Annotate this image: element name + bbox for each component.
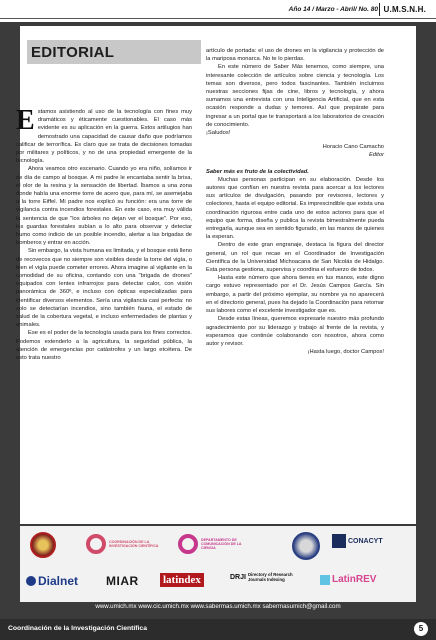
right-column — [206, 47, 384, 356]
paragraph-1: Estamos asistiendo al uso de la tecnología con fines muy dramáticos y éticamente cuestionables. El caso más evidente es su aplicación en la guerra. Estos artilugios han demostrado una capacidad de causar daño que podríamos calificar de terrorífica. Es claro que se trata de decisiones tomadas por militares y políticos, y no de una propiedad emergente de la tecnología. — [16, 105, 192, 165]
paragraph-3: Sin embargo, la vista humana es limitada, y el bosque está lleno de recovecos que no siempre son visibles desde la torre del vigía, o bien el vigía puede cometer errores. Ahora imagine al vigilante en la comodidad de su oficina, contando con una "brigada de drones" equipados con lentes infrarrojos para detectar calor, con visión panorámica de 360º, e incluso con ópticas especializadas para identificar diversos elementos. Sería una vigilancia casi perfecta: no solo se detectarían incendios, sino también fauna, el estado de salud de la cobertura vegetal, e incluso enfermedades de plantas y animales. — [16, 248, 192, 329]
issue-label: Año 14 / Marzo - Abril/ No. 80 — [288, 6, 378, 13]
closing-line: ¡Hasta luego, doctor Campos! — [307, 349, 384, 356]
dialnet-logo: Dialnet — [26, 574, 78, 588]
header-divider — [379, 3, 380, 16]
conacyt-icon — [332, 534, 346, 548]
header-rule — [0, 18, 436, 19]
drop-cap: E — [16, 105, 35, 136]
subheading: Saber más es fruto de la colectividad. — [206, 168, 309, 175]
footer-title: Coordinación de la Investigación Científica — [8, 625, 147, 632]
page-footer — [0, 619, 436, 640]
signature-name: Horacio Cano Camacho — [322, 144, 384, 151]
paragraph-4: Ese es el poder de la tecnología usada para los fines correctos. Podemos extenderlo a la agricultura, la seguridad pública, la atención de emergencias por catástrofes y un largo etcétera. De esto trata nuestro — [16, 330, 192, 362]
seal-icon — [292, 532, 320, 560]
left-column — [16, 105, 192, 362]
conacyt-logo: CONACYT — [332, 534, 383, 548]
page-header — [0, 0, 436, 22]
umich-seal-icon — [30, 532, 56, 558]
ring-icon — [178, 534, 198, 554]
drji-logo: DRJI Directory of Research Journals Indexing — [230, 572, 293, 582]
dialnet-icon — [26, 576, 36, 586]
latinrev-logo: LatinREV — [320, 574, 376, 585]
ring-icon — [86, 534, 106, 554]
greeting: ¡Saludos! — [206, 130, 231, 137]
paragraph-9: Hasta este número que ahora tienes en tus manos, este digno cargo estuvo representado por el Dr. Jesús Campos García. Sin embargo, a partir del próximo ejemplar, su nombre ya no aparecerá en el directorio general, pues ha dejado la Coordinación para retomar sus labores como el excelente investigador que es. — [206, 275, 384, 315]
page-number: 5 — [414, 622, 428, 636]
institution-label: U.M.S.N.H. — [383, 5, 426, 14]
paragraph-10: Desde estas líneas, queremos expresarle nuestro más profundo agradecimiento por su liderazgo y trabajo al frente de la revista, y esperamos que continúe colaborando con nosotros, ahora como autor y revisor. — [206, 316, 384, 347]
section-title: EDITORIAL — [27, 40, 201, 64]
paragraph-2: Ahora veamos otro escenario. Cuando yo era niño, solíamos ir de día de campo al bosque. A mi padre le encantaba sentir la brisa, el olor de la resina y la sensación de libertad. Íbamos a una zona donde había una enorme torre de acero que, para mí, se asemejaba a la torre Eiffel. Mi padre nos explicó su función: era una torre de vigilancia contra incendios forestales. En este caso, era muy válida la sentencia de que "los árboles no dejan ver el bosque". Por eso, los guardas forestales subían a lo alto para observar y detectar humo como indicio de un posible incendio, alertar a las brigadas de bomberos y entrar en acción. — [16, 166, 192, 247]
paragraph-8: Dentro de este gran engranaje, destaca la figura del director general, un rol que recae en el Coordinador de Investigación Científica de la Universidad Michoacana de San Nicolás de Hidalgo. Esta persona gestiona, supervisa y coordina el esfuerzo de todos. — [206, 242, 384, 274]
departamento-logo: DEPARTAMENTO DE COMUNICACIÓN DE LA CIENCIA — [178, 534, 257, 554]
paragraph-5: artículo de portada: el uso de drones en la vigilancia y protección de la mariposa monarca. No te lo pierdas. — [206, 48, 384, 63]
logo-strip — [20, 526, 416, 602]
coordinacion-logo: COORDINACIÓN DE LA INVESTIGACIÓN CIENTÍFICA — [86, 534, 161, 554]
paragraph-6: En este número de Saber Más tenemos, como siempre, una interesante colección de artículos sobre ciencia y tecnología. Los temas son diversos, pero todos fascinantes. También incluimos nuestras secciones fijas de cine, libros y tecnología, y ahora sumamos una entrevista con una Inteligencia Artificial, que en esta ocasión responde a dudas y temores. Así que prepárate para ingresar a un portal que te transportará a los laboratorios de creación de conocimiento. — [206, 64, 384, 128]
signature-role: Editor — [368, 152, 384, 159]
paragraph-7: Muchas personas participan en su elaboración. Desde los autores que confían en nuestra revista para acercar a los lectores sus artículos de divulgación, pasando por revisores, lectores y colectores, hasta el equipo editorial. Es imprescindible que exista una coordinación rigurosa entre cada uno de estos actores para que el equipo que forma, diseña y publica la revista bimestralmente pueda entregarla, aunque sea en sentido figurado, en las manos de quienes la esperan. — [206, 176, 384, 241]
url-line: www.umich.mx www.cic.umich.mx www.sabermas.umich.mx sabermasumich@gmail.com — [95, 603, 341, 610]
latindex-logo: latindex — [160, 573, 204, 587]
latinrev-icon — [320, 575, 330, 585]
miar-logo: MIAR — [106, 574, 139, 588]
